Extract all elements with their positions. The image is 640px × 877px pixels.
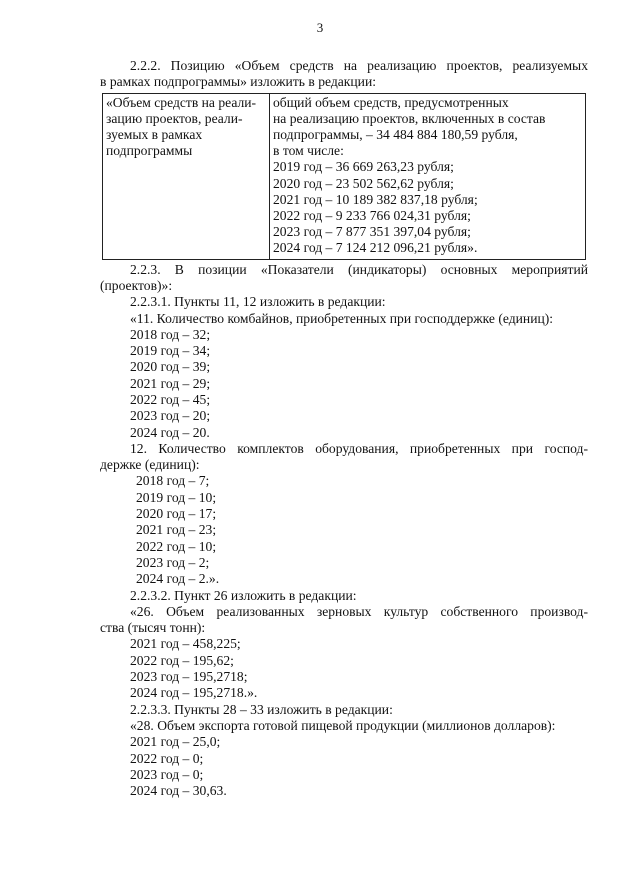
cell-line: общий объем средств, предусмотренных [273, 94, 509, 110]
list-item: 2018 год – 32; [130, 326, 211, 342]
item-11-title: «11. Количество комбайнов, приобретенных при господдержке (единиц): [130, 310, 554, 326]
cell-line: 2024 год – 7 124 212 096,21 рубля». [273, 240, 478, 256]
list-item: 2024 год – 2.». [136, 571, 220, 587]
cell-line: 2023 год – 7 877 351 397,04 рубля; [273, 224, 471, 240]
item-12-line-2: держке (единиц): [100, 457, 200, 473]
position-table [102, 93, 586, 260]
list-item: 2023 год – 0; [130, 766, 204, 782]
section-2233-heading: 2.2.3.3. Пункты 28 – 33 изложить в редакции: [130, 701, 393, 717]
list-item: 2021 год – 29; [130, 375, 211, 391]
item-26-line-1: «26. Объем реализованных зерновых культур собственного производ- [130, 603, 588, 619]
intro-line-1: 2.2.2. Позицию «Объем средств на реализацию проектов, реализуемых [130, 58, 588, 73]
cell-line: 2021 год – 10 189 382 837,18 рубля; [273, 191, 478, 207]
cell-line: 2020 год – 23 502 562,62 рубля; [273, 175, 454, 191]
table-row [103, 93, 586, 259]
list-item: 2020 год – 17; [136, 506, 217, 522]
list-item: 2022 год – 0; [130, 750, 204, 766]
section-223-line-1: 2.2.3. В позиции «Показатели (индикаторы) основных мероприятий [130, 261, 588, 277]
list-item: 2024 год – 195,2718.». [130, 685, 258, 701]
cell-line: зуемых в рамках [106, 127, 203, 142]
item-12-line-1: 12. Количество комплектов оборудования, приобретенных при господ- [130, 440, 588, 456]
item-28-title: «28. Объем экспорта готовой пищевой продукции (миллионов долларов): [130, 717, 556, 733]
list-item: 2023 год – 2; [136, 554, 210, 570]
list-item: 2022 год – 10; [136, 538, 217, 554]
cell-line: в том числе: [273, 143, 344, 159]
section-2231-heading: 2.2.3.1. Пункты 11, 12 изложить в редакции: [130, 294, 386, 310]
list-item: 2023 год – 20; [130, 408, 211, 424]
intro-line-2: в рамках подпрограммы» изложить в редакции: [100, 74, 376, 90]
list-item: 2021 год – 25,0; [130, 734, 221, 750]
cell-line: зацию проектов, реали- [106, 110, 243, 126]
list-item: 2022 год – 45; [130, 392, 211, 407]
cell-line: 2019 год – 36 669 263,23 рубля; [273, 159, 454, 175]
table-cell-value [270, 93, 586, 259]
cell-line: 2022 год – 9 233 766 024,31 рубля; [273, 208, 471, 224]
cell-line: подпрограммы [106, 143, 193, 159]
list-item: 2018 год – 7; [136, 473, 210, 489]
list-item: 2019 год – 10; [136, 489, 217, 505]
section-223-line-2: (проектов)»: [100, 277, 173, 293]
list-item: 2024 год – 30,63. [130, 783, 227, 799]
cell-line: подпрограммы, – 34 484 884 180,59 рубля, [273, 127, 518, 142]
document-body [100, 58, 588, 799]
list-item: 2022 год – 195,62; [130, 652, 234, 668]
list-item: 2021 год – 23; [136, 522, 217, 538]
list-item: 2023 год – 195,2718; [130, 669, 248, 685]
item-26-line-2: ства (тысяч тонн): [100, 620, 206, 636]
cell-line: «Объем средств на реали- [106, 94, 257, 110]
list-item: 2021 год – 458,225; [130, 636, 241, 652]
list-item: 2019 год – 34; [130, 343, 211, 359]
cell-line: на реализацию проектов, включенных в состав [273, 110, 546, 126]
section-2232-heading: 2.2.3.2. Пункт 26 изложить в редакции: [130, 587, 357, 603]
list-item: 2020 год – 39; [130, 359, 211, 375]
page-number: 3 [316, 20, 324, 35]
list-item: 2024 год – 20. [130, 424, 210, 440]
table-cell-label [103, 93, 270, 259]
